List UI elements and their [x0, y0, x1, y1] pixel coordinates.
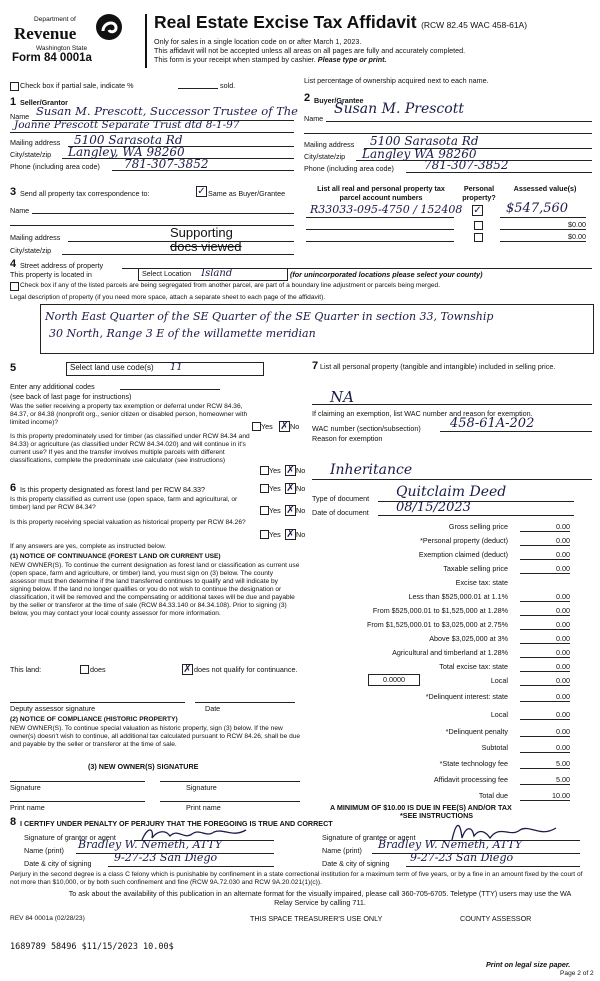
see-instructions: *SEE INSTRUCTIONS	[400, 811, 474, 820]
fee-label: Exemption claimed (deduct)	[418, 550, 508, 559]
same-as-buyer-checkbox[interactable]: ✓	[197, 186, 206, 197]
buyer-mailing[interactable]: 5100 Sarasota Rd	[370, 134, 479, 148]
seller-title: Seller/Grantor	[20, 98, 68, 107]
county-assessor: COUNTY ASSESSOR	[460, 914, 532, 923]
street-address-label: Street address of property	[20, 261, 104, 270]
document-date-label: Date of document	[312, 508, 369, 517]
document-date[interactable]: 08/15/2023	[396, 500, 471, 515]
grantee-name-label: Name (print)	[322, 846, 362, 855]
q1-no-checkbox[interactable]: ✗	[280, 421, 289, 432]
partial-sale-label: Check box if partial sale, indicate %	[20, 81, 134, 90]
excise-header-row	[308, 578, 570, 588]
fee-value[interactable]: 0.00	[520, 592, 570, 602]
fee-label: Affidavit processing fee	[433, 775, 508, 784]
personal-property-line	[312, 404, 592, 405]
title-text: Real Estate Excise Tax Affidavit	[154, 12, 417, 32]
fee-label: Less than $525,000.01 at 1.1%	[408, 592, 508, 601]
page-number: Page 2 of 2	[560, 970, 594, 977]
partial-sale-sold: sold.	[220, 81, 236, 90]
section5-number: 5	[10, 362, 17, 374]
partial-sale-checkbox[interactable]	[10, 82, 19, 91]
fee-label: Above $3,025,000 at 3%	[429, 634, 508, 643]
assessed-value-1[interactable]: $547,560	[506, 201, 569, 216]
parcel-personal-checkbox-2[interactable]	[474, 221, 483, 230]
grantee-date-line	[406, 866, 580, 867]
buyer-mailing-label: Mailing address	[304, 140, 355, 149]
minimum-due-notice: A MINIMUM OF $10.00 IS DUE IN FEE(S) AND/OR TAX	[330, 803, 512, 812]
parcel-line-1	[306, 217, 454, 218]
does-not-qualify-checkbox[interactable]: ✗	[183, 664, 192, 675]
owner-print-label-1: Print name	[10, 803, 45, 812]
additional-codes-line[interactable]	[120, 389, 220, 390]
owner-print-label-2: Print name	[186, 803, 221, 812]
owner-signature-line-2[interactable]	[160, 781, 300, 782]
s6-q3-no-label: No	[296, 530, 306, 539]
grantor-date-city[interactable]: 9-27-23 San Diego	[114, 851, 218, 864]
q2-yes-label: Yes	[269, 466, 281, 475]
fee-label: *Delinquent interest: state	[425, 692, 508, 701]
section3-label: Send all property tax correspondence to:	[20, 189, 150, 198]
located-in-label: This property is located in	[10, 270, 92, 279]
fee-label: Total excise tax: state	[439, 662, 508, 671]
fee-value[interactable]: 0.00	[520, 564, 570, 574]
grantor-date-label: Date & city of signing	[24, 859, 92, 868]
buyer-title: Buyer/Grantee	[314, 96, 364, 105]
personal-property-header: Personal property?	[462, 184, 496, 202]
section8-number: 8	[10, 816, 17, 828]
exemption-reason[interactable]: Inheritance	[330, 462, 413, 478]
notice-line-2: This affidavit will not be accepted unless all areas on all pages are fully and accurately completed.	[154, 46, 466, 55]
s6-q2-yes-checkbox[interactable]	[260, 506, 269, 515]
q2-no-checkbox[interactable]: ✗	[286, 465, 295, 476]
location-select[interactable]	[138, 268, 288, 281]
owner-signature-label-2: Signature	[186, 783, 217, 792]
fee-value[interactable]: 0.00	[520, 648, 570, 658]
fee-label: Agricultural and timberland at 1.28%	[392, 648, 508, 657]
section3-name-line[interactable]	[32, 213, 294, 214]
form-number: Form 84 0001a	[12, 52, 92, 64]
section4-number: 4	[10, 258, 17, 270]
this-land-label: This land:	[10, 665, 42, 674]
if-yes-instruction: If any answers are yes, complete as instructed below.	[10, 543, 167, 550]
s6-q1-no-checkbox[interactable]: ✗	[286, 483, 295, 494]
notice-line-3	[154, 55, 387, 64]
notice-compliance-body: NEW OWNER(S). To continue special valuation as historic property, sign (3) below. If the new owner(s) doesn't wish to continue, all additional tax calculated pursuant to RCW 84.26, shall be due and payable by the seller or transferor at the time of sale.	[10, 725, 301, 748]
deputy-date-line[interactable]	[195, 702, 295, 703]
certify-statement: I CERTIFY UNDER PENALTY OF PERJURY THAT THE FOREGOING IS TRUE AND CORRECT	[20, 819, 333, 828]
partial-sale-percent-line[interactable]	[178, 88, 218, 89]
agency-main: Revenue	[14, 24, 77, 43]
personal-property-label: List all personal property (tangible and intangible) included in selling price.	[320, 362, 556, 371]
fee-row	[308, 692, 570, 702]
section7-number: 7	[312, 360, 319, 372]
fee-row	[308, 550, 570, 560]
legal-description-box[interactable]	[40, 304, 594, 354]
deputy-signature-label: Deputy assessor signature	[10, 704, 96, 713]
s6-q3-no-checkbox[interactable]: ✗	[286, 529, 295, 540]
q2-yes-checkbox[interactable]	[260, 466, 269, 475]
alternate-format-notice: To ask about the availability of this publication in an alternate format for the visually impaired, please call 360-705-6705. Teletype (TTY) users may use the WA Relay Service by calling 711.	[68, 889, 572, 907]
washington-swirl-icon	[94, 12, 124, 42]
form-title	[154, 12, 527, 33]
q2-no-label: No	[296, 466, 306, 475]
parcel-number-1[interactable]: R33033-095-4750 / 152408	[310, 203, 463, 216]
reason-label: Reason for exemption	[312, 434, 383, 443]
wac-number[interactable]: 458-61A-202	[450, 416, 535, 431]
current-use-question: Is this property classified as current use (open space, farm and agricultural, or timber) land per RCW 84.34?	[10, 496, 238, 511]
notice-3-emphasis: Please type or print.	[317, 55, 387, 64]
fee-value[interactable]: 0.00	[520, 743, 570, 753]
grantor-date-line	[108, 866, 274, 867]
s6-q2-no-checkbox[interactable]: ✗	[286, 505, 295, 516]
section2-number: 2	[304, 92, 311, 104]
land-use-select[interactable]	[66, 362, 264, 376]
section3-mailing-label: Mailing address	[10, 233, 61, 242]
seller-name-1[interactable]: Susan M. Prescott, Successor Trustee of The	[36, 104, 298, 118]
section3-city-label: City/state/zip	[10, 246, 52, 255]
buyer-phone-line	[406, 172, 592, 173]
local-value[interactable]: 0.00	[520, 676, 570, 686]
parcel-personal-checkbox-1[interactable]: ✓	[473, 205, 482, 216]
fee-row	[308, 759, 570, 769]
seller-city-label: City/state/zip	[10, 150, 52, 159]
fee-row	[308, 522, 570, 532]
wac-label: WAC number (section/subsection)	[312, 424, 421, 433]
grantee-signature-label: Signature of grantee or agent	[322, 833, 416, 842]
buyer-city-label: City/state/zip	[304, 152, 346, 161]
fee-value[interactable]: 0.00	[520, 692, 570, 702]
fee-label: Gross selling price	[448, 522, 508, 531]
land-use-select-label: Select land use code(s)	[70, 363, 154, 372]
s6-q1-yes-checkbox[interactable]	[260, 484, 269, 493]
ownership-instruction: List percentage of ownership acquired next to each name.	[304, 76, 489, 85]
grantor-name-label: Name (print)	[24, 846, 64, 855]
owner-signature-line-1[interactable]	[10, 781, 145, 782]
fee-row	[308, 634, 570, 644]
fee-label: From $525,000.01 to $1,525,000 at 1.28%	[372, 606, 508, 615]
revision-code: REV 84 0001a (02/28/23)	[10, 915, 85, 922]
exemption-claim-label: If claiming an exemption, list WAC number and reason for exemption.	[312, 409, 533, 418]
personal-property-value[interactable]: NA	[330, 388, 354, 406]
notice-continuance-body: NEW OWNER(S). To continue the current designation as forest land or classification as current use (open space, farm and agriculture, or timber) land, you must sign on (3) below. The county assessor must then determine if the land transferred continues to qualify and will indicate by signing below. If the land no longer qualifies or you do not wish to continue the designation or classification, it will be removed and the compensating or additional taxes will be due and payable by the seller or transferor at the time of sale (RCW 84.33.140 or 84.34.108). Prior to signing (3) below, you may contact your local county assessor for more information.	[10, 562, 300, 617]
buyer-name-label: Name	[304, 114, 324, 123]
fee-row	[308, 606, 570, 616]
docs-viewed-stamp: docs viewed	[170, 239, 242, 254]
grantor-signature-label: Signature of grantor or agent	[24, 833, 116, 842]
deputy-date-label: Date	[205, 704, 221, 713]
fee-row	[308, 662, 570, 672]
seller-mailing-label: Mailing address	[10, 138, 61, 147]
fee-row	[308, 791, 570, 801]
parcel-header: List all real and personal property tax parcel account numbers	[317, 184, 445, 202]
buyer-name-line-1	[326, 121, 592, 122]
fee-label: Total due	[478, 791, 508, 800]
fee-value[interactable]: 5.00	[520, 775, 570, 785]
section3-city-line[interactable]	[62, 254, 294, 255]
s6-q1-no-label: No	[296, 484, 306, 493]
section6-number: 6	[10, 482, 17, 494]
grantee-date-label: Date & city of signing	[322, 859, 390, 868]
fee-value[interactable]: 0.00	[520, 606, 570, 616]
q1-no-label: No	[290, 422, 300, 431]
same-as-buyer-label: Same as Buyer/Grantee	[208, 189, 286, 198]
fee-row	[308, 564, 570, 574]
grantee-name[interactable]: Bradley W. Nemeth, ATTY	[378, 838, 523, 851]
fee-label: Taxable selling price	[443, 564, 508, 573]
fee-row	[308, 743, 570, 753]
notice-3-text: This form is your receipt when stamped by cashier.	[154, 55, 316, 64]
fee-row	[308, 710, 570, 720]
segregated-label: Check box if any of the listed parcels are being segregated from another parcel, are part of a boundary line adjustment or parcels being merged.	[20, 282, 441, 289]
buyer-name[interactable]: Susan M. Prescott	[334, 101, 464, 117]
seller-phone-label: Phone (including area code)	[10, 162, 100, 171]
exemption-question: Was the seller receiving a property tax exemption or deferral under RCW 84.36, 84.37, or 84.38 (nonprofit org., senior citizen or disabled person, homeowner with limited income)?	[10, 403, 248, 426]
grantee-date-city[interactable]: 9-27-23 San Diego	[410, 851, 514, 864]
s6-q2-yes-label: Yes	[269, 506, 281, 515]
fee-row	[308, 536, 570, 546]
fee-value[interactable]: 0.00	[520, 710, 570, 720]
fee-value[interactable]: 5.00	[520, 759, 570, 769]
s6-q3-yes-label: Yes	[269, 530, 281, 539]
supporting-stamp: Supporting	[170, 225, 233, 240]
document-type[interactable]: Quitclaim Deed	[396, 484, 507, 500]
q1-yes-checkbox[interactable]	[252, 422, 261, 431]
treasurer-use: THIS SPACE TREASURER'S USE ONLY	[250, 914, 383, 923]
receipt-stamp: 1689789 58496 $11/15/2023 10.00$	[10, 942, 174, 952]
legal-description-2: 30 North, Range 3 E of the willamette meridian	[49, 327, 316, 340]
fee-row	[308, 648, 570, 658]
does-label: does	[90, 665, 106, 674]
wac-line	[440, 431, 592, 432]
section1-number: 1	[10, 96, 17, 108]
fee-label: *Delinquent penalty	[445, 727, 508, 736]
fee-value[interactable]: 0.00	[520, 662, 570, 672]
fee-row	[308, 727, 570, 737]
owner-print-line-2[interactable]	[160, 801, 300, 802]
parcel-line-3	[306, 241, 454, 242]
location-select-label: Select Location	[142, 269, 192, 278]
rcw-reference: (RCW 82.45 WAC 458-61A)	[421, 20, 528, 30]
agency-state: Washington State	[36, 45, 88, 52]
additional-codes-label: Enter any additional codes	[10, 382, 95, 391]
new-owner-signature-title: (3) NEW OWNER(S) SIGNATURE	[88, 762, 199, 771]
land-use-code: 11	[169, 362, 183, 373]
seller-name-label: Name	[10, 112, 30, 121]
unincorporated-note: (for unincorporated locations please select your county)	[290, 270, 483, 279]
fee-value[interactable]: 0.00	[520, 522, 570, 532]
grantor-name[interactable]: Bradley W. Nemeth, ATTY	[78, 838, 223, 851]
document-type-label: Type of document	[312, 494, 370, 503]
section3-number: 3	[10, 186, 17, 198]
see-back-note: (see back of last page for instructions)	[10, 392, 132, 401]
does-not-qualify-label: does not qualify for continuance.	[194, 665, 298, 674]
local-label: Local	[490, 676, 508, 685]
print-legal-size: Print on legal size paper.	[486, 960, 571, 969]
excise-tax-label: Excise tax: state	[455, 578, 508, 587]
owner-print-line-1[interactable]	[10, 801, 145, 802]
notice-line-1: Only for sales in a single location code on or after March 1, 2023.	[154, 37, 362, 46]
fee-value[interactable]: 0.00	[520, 727, 570, 737]
forest-land-question: Is this property designated as forest land per RCW 84.33?	[20, 485, 205, 494]
buyer-phone[interactable]: 781-307-3852	[424, 158, 509, 172]
buyer-phone-label: Phone (including area code)	[304, 164, 394, 173]
seller-phone[interactable]: 781-307-3852	[124, 157, 209, 171]
segregated-checkbox[interactable]	[10, 282, 19, 291]
buyer-city[interactable]: Langley WA 98260	[362, 147, 477, 161]
deputy-signature-line[interactable]	[10, 702, 185, 703]
assessed-value-header: Assessed value(s)	[513, 184, 577, 193]
seller-mailing[interactable]: 5100 Sarasota Rd	[74, 133, 183, 147]
agency-top: Department of	[34, 16, 76, 23]
legal-description-1: North East Quarter of the SE Quarter of the SE Quarter in section 33, Township	[45, 310, 494, 323]
fee-value[interactable]: 0.00	[520, 536, 570, 546]
perjury-notice: Perjury in the second degree is a class C felony which is punishable by confinement in a state correctional institution for a maximum term of five years, or by a fine in an amount fixed by the court of not more than $10,000, or by both such confinement and fine (RCW 9A.72.030 and RCW 9A.20.021(1)(c)).	[10, 871, 583, 886]
section3-extra-line	[10, 225, 294, 226]
s6-q2-no-label: No	[296, 506, 306, 515]
fee-label: From $1,525,000.01 to $3,025,000 at 2.75%	[366, 620, 508, 629]
legal-description-label: Legal description of property (if you need more space, attach a separate sheet to each page of the affidavit).	[10, 294, 326, 301]
s6-q3-yes-checkbox[interactable]	[260, 530, 269, 539]
location-value: Island	[201, 268, 233, 279]
notice-compliance-title: (2) NOTICE OF COMPLIANCE (HISTORIC PROPERTY)	[10, 716, 178, 723]
owner-signature-label-1: Signature	[10, 783, 41, 792]
seller-name-2[interactable]: Joanne Prescott Separate Trust dtd 8-1-97	[14, 119, 240, 131]
fee-row	[308, 620, 570, 630]
fee-value[interactable]: 0.00	[520, 620, 570, 630]
s6-q1-yes-label: Yes	[269, 484, 281, 493]
notice-continuance-title: (1) NOTICE OF CONTINUANCE (FOREST LAND OR CURRENT USE)	[10, 553, 221, 560]
fee-label: Local	[490, 710, 508, 719]
timber-question: Is this property predominately used for timber (as classified under RCW 84.34 and 84.33) or agriculture (as classified under RCW 84.34.020) and will continue in it's current use? If yes and the transfer involves multiple parcels with different classifications, complete the predominate use calculator (see instructions)	[10, 433, 250, 464]
local-rate-box[interactable]: 0.0000	[368, 674, 420, 686]
fee-label: *Personal property (deduct)	[420, 536, 508, 545]
fee-value[interactable]: 0.00	[520, 550, 570, 560]
reason-line	[312, 479, 592, 480]
local-rate-row	[308, 676, 570, 686]
fee-value[interactable]: 10.00	[520, 791, 570, 801]
fee-value[interactable]: 0.00	[520, 634, 570, 644]
parcel-personal-checkbox-3[interactable]	[474, 233, 483, 242]
fee-label: *State technology fee	[439, 759, 508, 768]
fee-row	[308, 592, 570, 602]
q1-yes-label: Yes	[261, 422, 273, 431]
assessed-value-3[interactable]: $0.00	[500, 232, 586, 242]
fee-row	[308, 775, 570, 785]
header-divider	[145, 14, 147, 68]
fee-label: Subtotal	[481, 743, 508, 752]
section3-name-label: Name	[10, 206, 30, 215]
document-date-line	[378, 515, 574, 516]
assessed-value-2[interactable]: $0.00	[500, 220, 586, 230]
historic-question: Is this property receiving special valuation as historical property per RCW 84.26?	[10, 519, 246, 526]
seller-city[interactable]: Langley, WA 98260	[68, 145, 185, 159]
parcel-line-2	[306, 229, 454, 230]
assessed-line-1	[500, 217, 586, 218]
